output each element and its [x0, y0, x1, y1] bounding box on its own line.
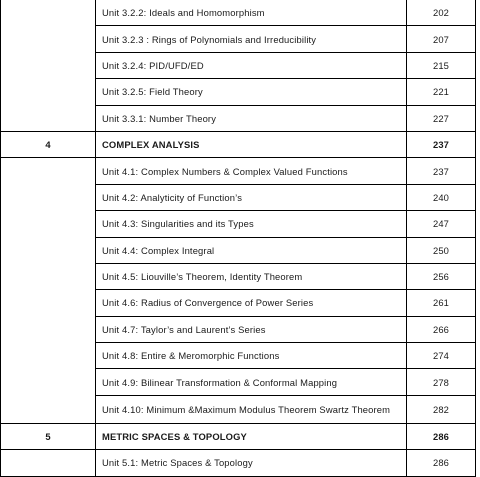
page-number: 256: [407, 263, 476, 289]
unit-title: Unit 4.1: Complex Numbers & Complex Valued Functions: [96, 158, 407, 184]
section-number: 4: [1, 131, 96, 157]
page-number: 240: [407, 184, 476, 210]
page-number: 250: [407, 237, 476, 263]
section-row: [1, 131, 476, 157]
page-number: 266: [407, 316, 476, 342]
unit-title: Unit 4.9: Bilinear Transformation & Conformal Mapping: [96, 369, 407, 395]
page-number: 261: [407, 290, 476, 316]
unit-title: Unit 4.8: Entire & Meromorphic Functions: [96, 343, 407, 369]
page-number: 237: [407, 158, 476, 184]
page-number: 286: [407, 450, 476, 476]
unit-title: Unit 4.10: Minimum &Maximum Modulus Theorem Swartz Theorem: [96, 395, 407, 423]
table-row: [1, 450, 476, 476]
unit-title: Unit 4.2: Analyticity of Function’s: [96, 184, 407, 210]
section-number-cell: [1, 450, 96, 476]
section-number-cell: [1, 158, 96, 424]
section-number: 5: [1, 423, 96, 449]
unit-title: Unit 3.2.3 : Rings of Polynomials and Irreducibility: [96, 26, 407, 52]
unit-title: Unit 3.3.1: Number Theory: [96, 105, 407, 131]
page-number: 221: [407, 79, 476, 105]
unit-title: Unit 4.4: Complex Integral: [96, 237, 407, 263]
unit-title: Unit 3.2.4: PID/UFD/ED: [96, 52, 407, 78]
unit-title: Unit 4.6: Radius of Convergence of Power Series: [96, 290, 407, 316]
unit-title: Unit 5.1: Metric Spaces & Topology: [96, 450, 407, 476]
page-number: 207: [407, 26, 476, 52]
unit-title: Unit 3.2.5: Field Theory: [96, 79, 407, 105]
table-row: [1, 158, 476, 184]
table-row: [1, 0, 476, 26]
unit-title: Unit 3.2.2: Ideals and Homomorphism: [96, 0, 407, 26]
unit-title: Unit 4.3: Singularities and its Types: [96, 211, 407, 237]
unit-title: Unit 4.5: Liouville’s Theorem, Identity Theorem: [96, 263, 407, 289]
section-title: METRIC SPACES & TOPOLOGY: [96, 423, 407, 449]
page-number: 215: [407, 52, 476, 78]
unit-title: Unit 4.7: Taylor’s and Laurent’s Series: [96, 316, 407, 342]
page-number: 274: [407, 343, 476, 369]
page-number: 202: [407, 0, 476, 26]
page-number: 282: [407, 395, 476, 423]
section-page-number: 286: [407, 423, 476, 449]
section-page-number: 237: [407, 131, 476, 157]
page-number: 278: [407, 369, 476, 395]
page-number: 227: [407, 105, 476, 131]
page-number: 247: [407, 211, 476, 237]
section-row: [1, 423, 476, 449]
section-number-cell: [1, 0, 96, 131]
section-title: COMPLEX ANALYSIS: [96, 131, 407, 157]
